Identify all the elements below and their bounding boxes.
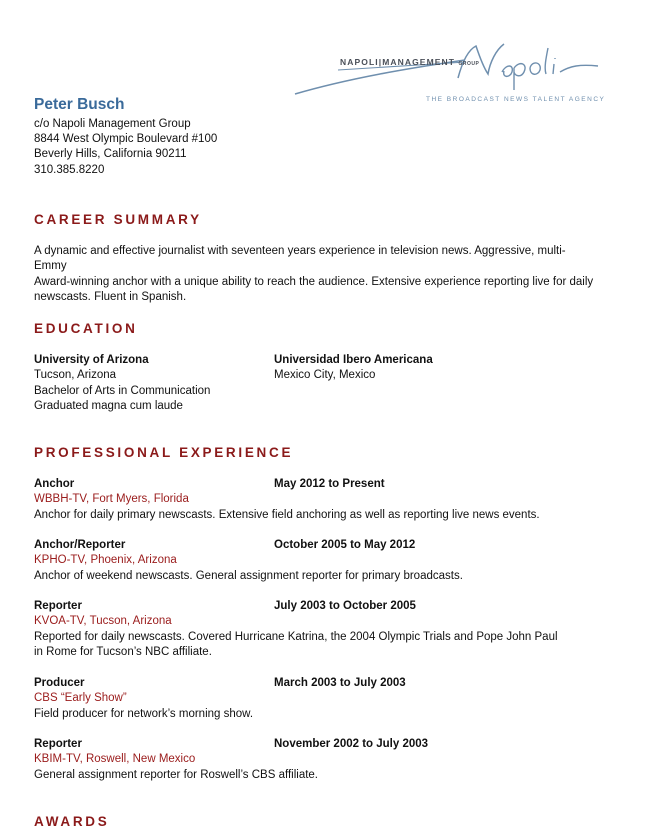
- phone-number: 310.385.8220: [34, 163, 105, 176]
- education-heading: EDUCATION: [34, 321, 138, 336]
- awards-heading: AWARDS: [34, 814, 110, 829]
- job-description: General assignment reporter for Roswell’s CBS affiliate.: [34, 768, 319, 781]
- job-entry: [34, 538, 614, 584]
- job-station: CBS “Early Show”: [34, 692, 127, 705]
- address-line-1: 8844 West Olympic Boulevard #100: [34, 133, 218, 146]
- job-title: Reporter: [34, 738, 82, 750]
- job-description-cont: in Rome for Tucson’s NBC affiliate.: [34, 645, 212, 658]
- logo-tagline: THE BROADCAST NEWS TALENT AGENCY: [426, 96, 606, 103]
- job-title: Anchor/Reporter: [34, 539, 126, 551]
- job-dates: November 2002 to July 2003: [274, 738, 429, 750]
- job-dates: March 2003 to July 2003: [274, 677, 406, 689]
- job-title: Anchor: [34, 478, 75, 490]
- job-description: Field producer for network’s morning show.: [34, 707, 254, 720]
- candidate-name: Peter Busch: [34, 96, 125, 113]
- education-school-1: [34, 353, 210, 414]
- job-dates: October 2005 to May 2012: [274, 539, 416, 551]
- school-1-degree: Bachelor of Arts in Communication: [34, 384, 211, 397]
- job-entry: [34, 599, 614, 660]
- address-line-2: Beverly Hills, California 90211: [34, 148, 187, 161]
- job-dates: May 2012 to Present: [274, 478, 385, 490]
- job-entry: [34, 737, 614, 783]
- job-station: KVOA-TV, Tucson, Arizona: [34, 615, 172, 628]
- job-entry: [34, 676, 614, 722]
- job-station: KBIM-TV, Roswell, New Mexico: [34, 753, 196, 766]
- summary-line-1: A dynamic and effective journalist with seventeen years experience in television news. Aggressive, multi-Emmy: [34, 245, 566, 273]
- school-1-honors: Graduated magna cum laude: [34, 399, 183, 412]
- job-description: Anchor for daily primary newscasts. Extensive field anchoring as well as reporting live news events.: [34, 508, 540, 521]
- school-2-location: Mexico City, Mexico: [274, 369, 376, 382]
- contact-block: [34, 96, 217, 178]
- school-2-name: Universidad Ibero Americana: [274, 354, 433, 366]
- job-title: Reporter: [34, 600, 82, 612]
- job-title: Producer: [34, 677, 85, 689]
- job-entry: [34, 477, 614, 523]
- career-summary-text: [34, 244, 594, 305]
- education-school-2: [274, 353, 433, 384]
- logo-wordmark-text: NAPOLI|MANAGEMENT: [340, 57, 456, 67]
- job-station: KPHO-TV, Phoenix, Arizona: [34, 554, 177, 567]
- logo-group-text: GROUP: [458, 61, 480, 67]
- job-dates: July 2003 to October 2005: [274, 600, 416, 612]
- logo-wordmark: [340, 57, 479, 67]
- school-1-name: University of Arizona: [34, 354, 149, 366]
- summary-line-3: newscasts. Fluent in Spanish.: [34, 290, 187, 303]
- school-1-location: Tucson, Arizona: [34, 369, 117, 382]
- job-description: Reported for daily newscasts. Covered Hurricane Katrina, the 2004 Olympic Trials and Pope John Paul: [34, 630, 558, 643]
- agency-logo: [290, 38, 610, 110]
- experience-heading: PROFESSIONAL EXPERIENCE: [34, 445, 294, 460]
- job-station: WBBH-TV, Fort Myers, Florida: [34, 493, 189, 506]
- job-description: Anchor of weekend newscasts. General assignment reporter for primary broadcasts.: [34, 569, 463, 582]
- care-of-line: c/o Napoli Management Group: [34, 118, 191, 130]
- career-summary-heading: CAREER SUMMARY: [34, 212, 202, 227]
- summary-line-2: Award-winning anchor with a unique ability to reach the audience. Extensive experience reporting live for daily: [34, 275, 594, 288]
